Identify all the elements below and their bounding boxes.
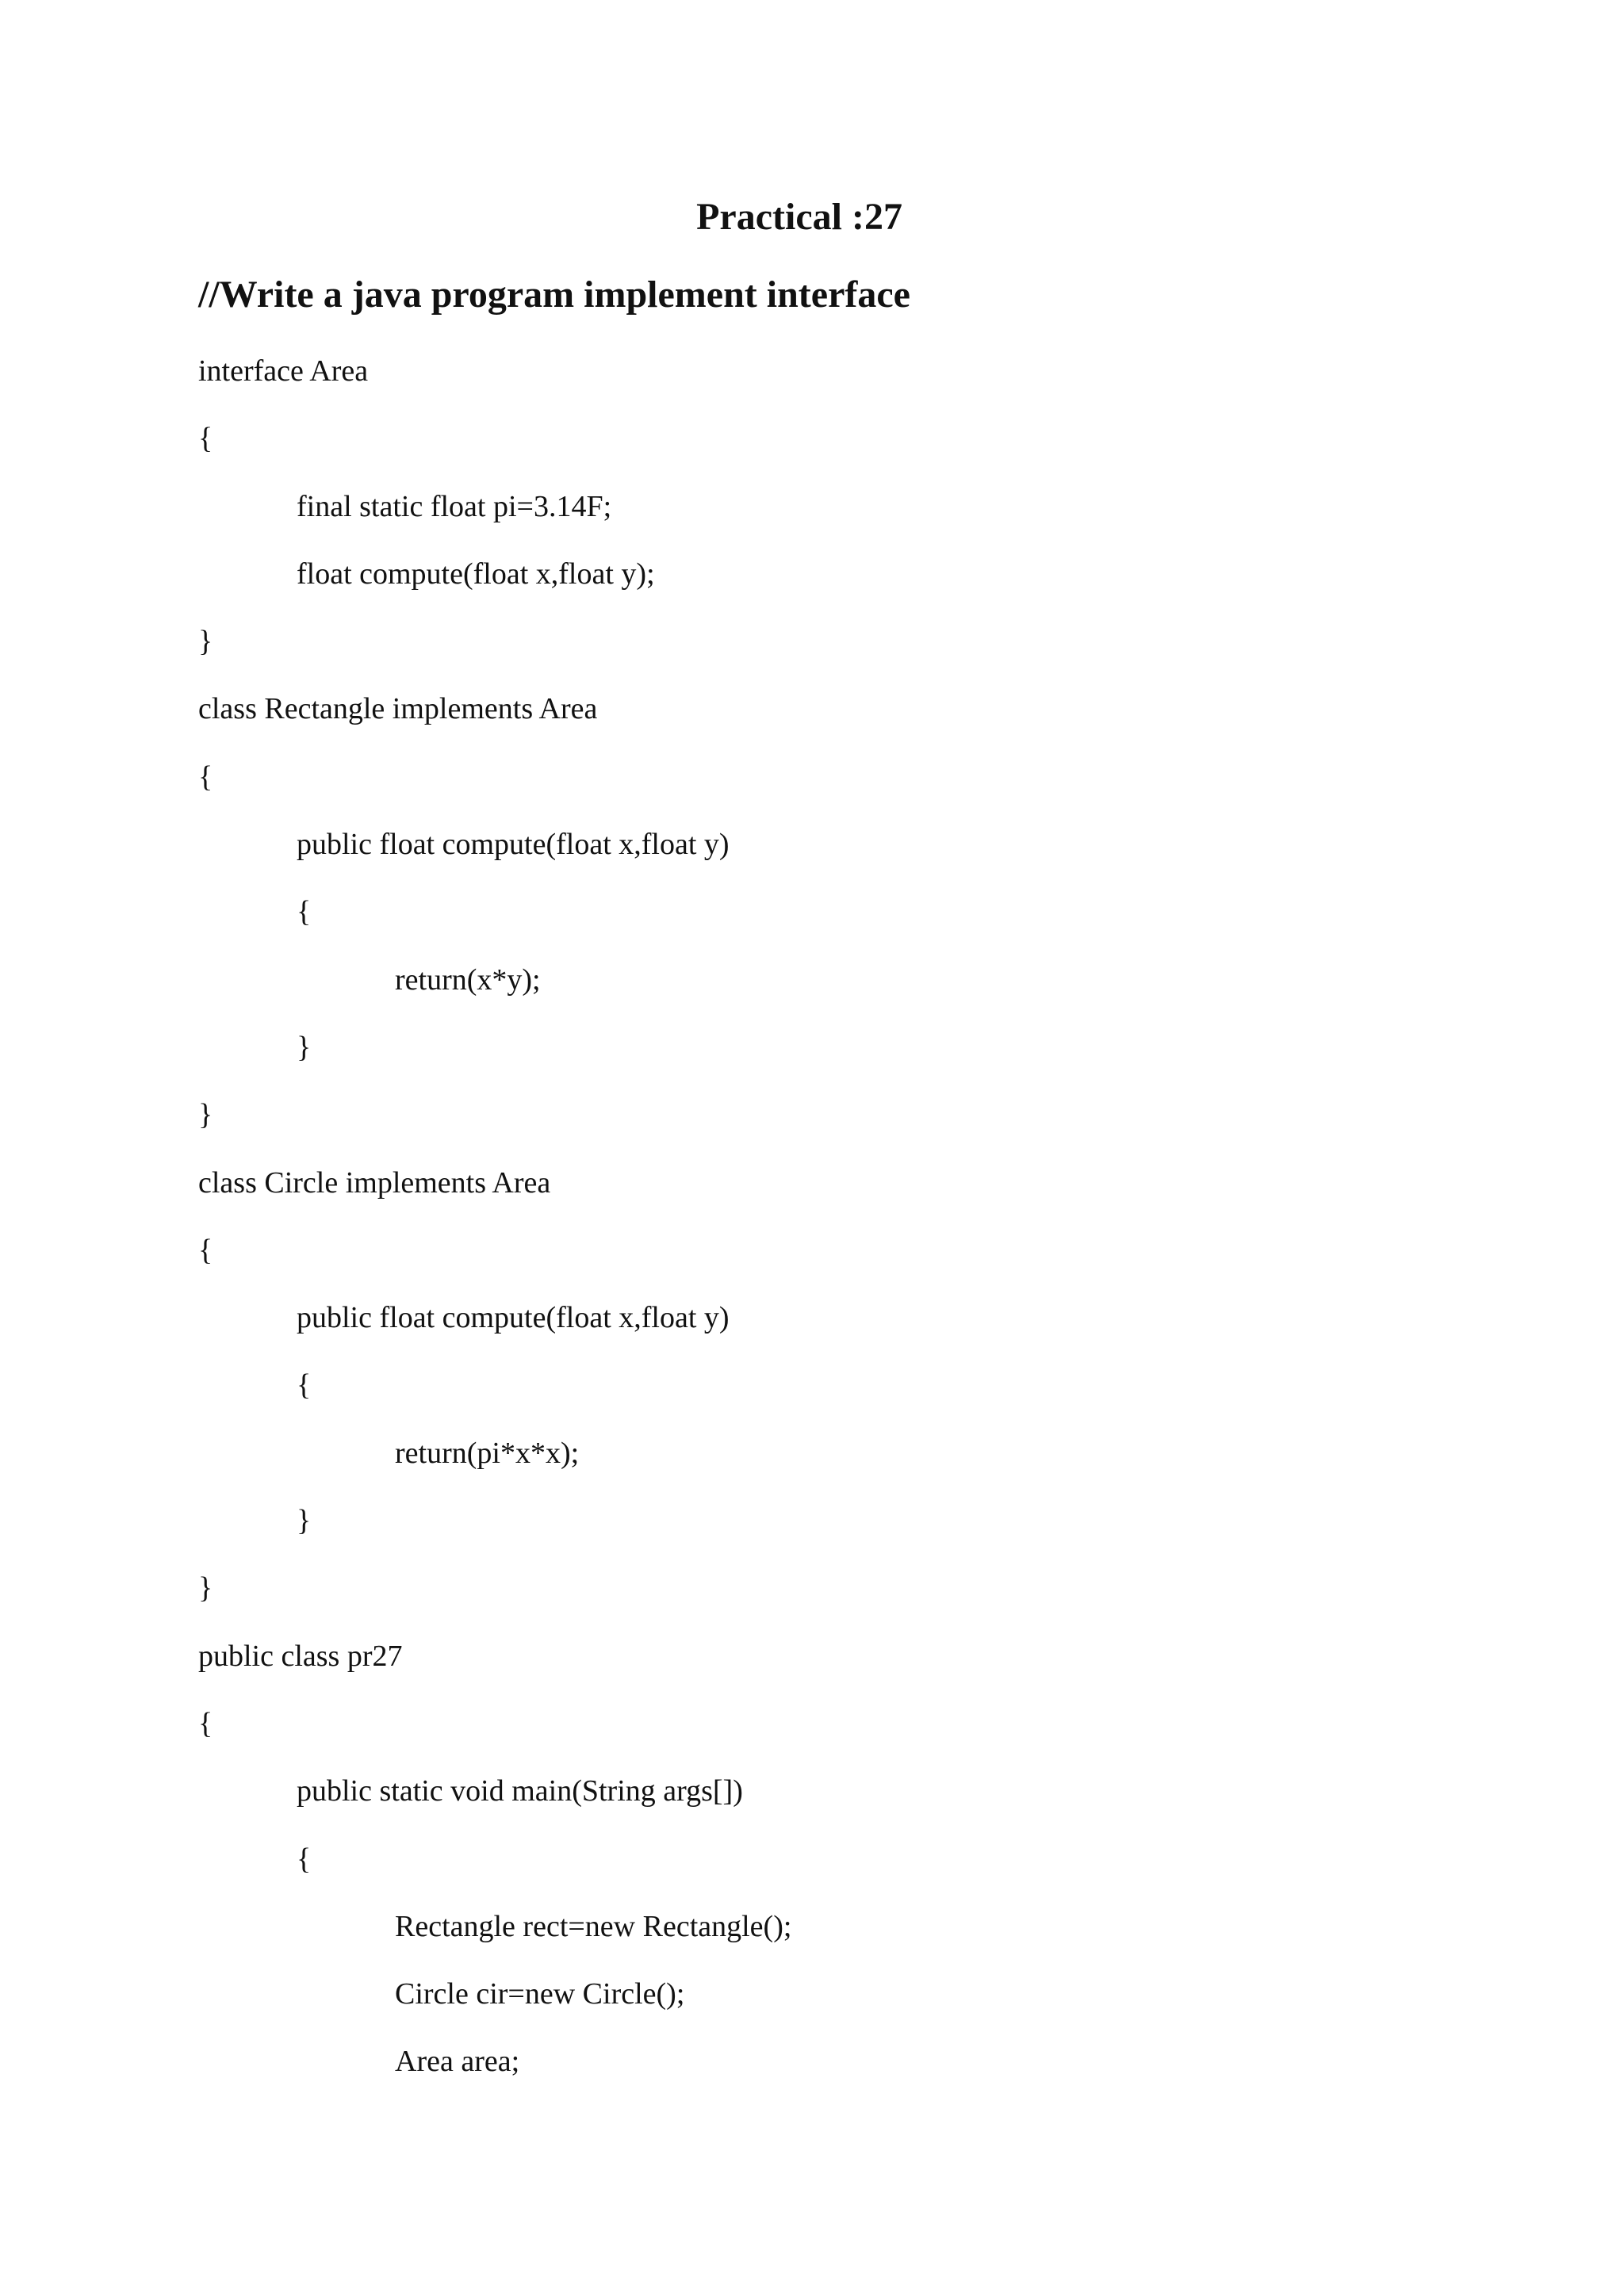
- page-title: Practical :27: [696, 196, 902, 238]
- code-line: }: [297, 1030, 312, 1064]
- code-line: {: [297, 1842, 312, 1876]
- code-line: Area area;: [395, 2045, 520, 2079]
- code-line: {: [198, 422, 213, 456]
- code-line: {: [198, 1706, 213, 1740]
- code-line: Rectangle rect=new Rectangle();: [395, 1909, 792, 1943]
- code-line: final static float pi=3.14F;: [297, 489, 612, 523]
- code-line: {: [297, 895, 312, 929]
- code-line: {: [297, 1368, 312, 1402]
- code-line: public static void main(String args[]): [297, 1774, 743, 1808]
- code-line: }: [297, 1504, 312, 1538]
- page-subtitle: //Write a java program implement interface: [198, 274, 910, 316]
- code-line: float compute(float x,float y);: [297, 557, 655, 591]
- code-line: {: [198, 1233, 213, 1267]
- code-line: public float compute(float x,float y): [297, 828, 730, 862]
- code-block: [198, 349, 791, 2107]
- code-line: class Rectangle implements Area: [198, 692, 598, 726]
- code-line: {: [198, 760, 213, 794]
- code-line: }: [198, 625, 213, 659]
- code-line: interface Area: [198, 354, 369, 388]
- code-line: public float compute(float x,float y): [297, 1301, 730, 1335]
- code-line: public class pr27: [198, 1639, 403, 1673]
- code-line: class Circle implements Area: [198, 1165, 551, 1200]
- code-line: return(pi*x*x);: [395, 1436, 580, 1470]
- code-line: }: [198, 1098, 213, 1132]
- code-line: }: [198, 1571, 213, 1605]
- code-line: return(x*y);: [395, 962, 541, 997]
- code-line: Circle cir=new Circle();: [395, 1977, 685, 2011]
